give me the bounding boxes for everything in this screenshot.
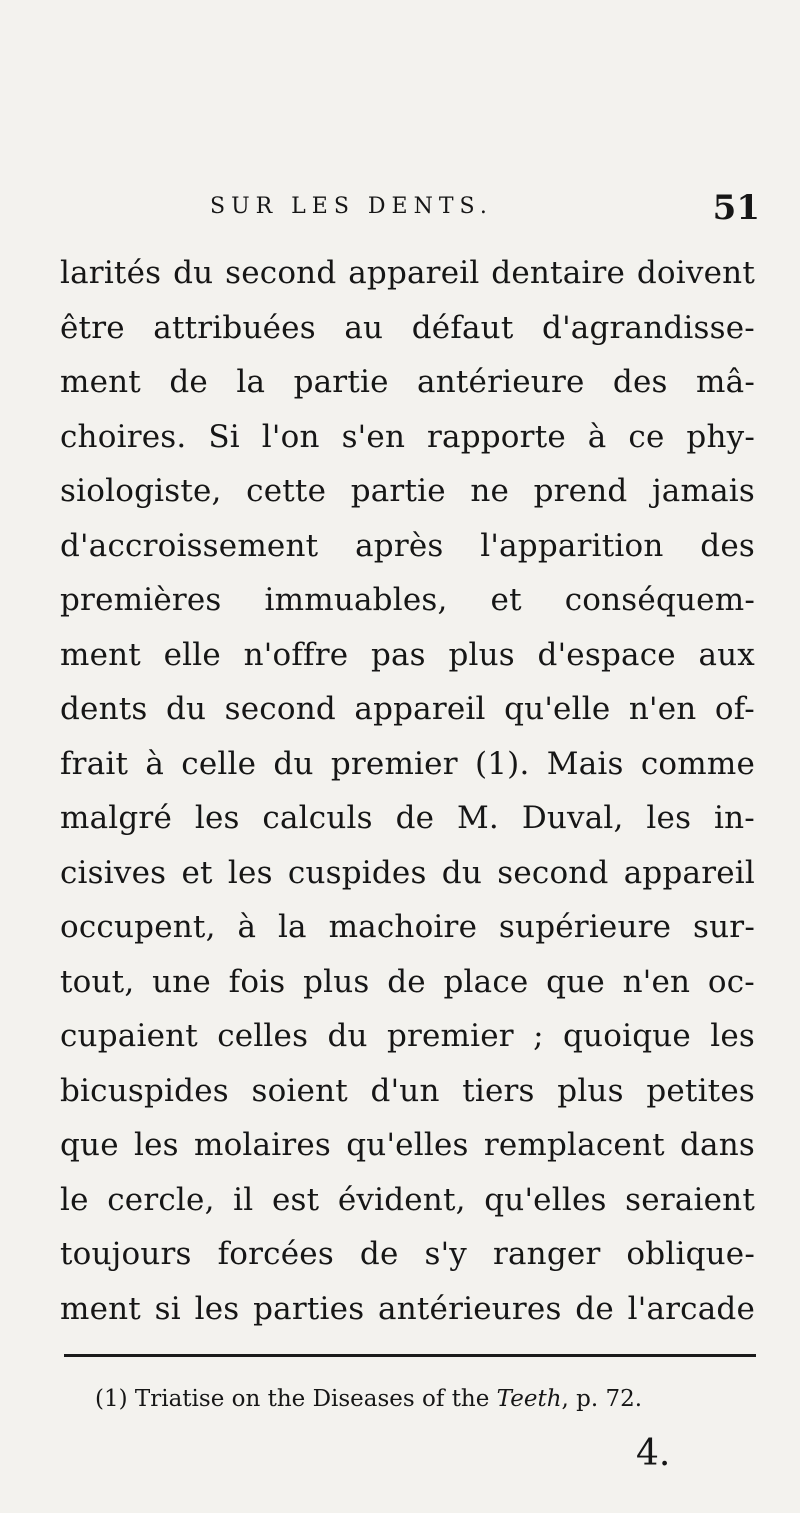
footnote [95, 1386, 642, 1412]
text-line: cupaient celles du premier ; quoique les [60, 1018, 755, 1054]
text-line: tout, une fois plus de place que n'en oc- [60, 963, 755, 1000]
footnote-page-ref: , p. 72. [561, 1386, 643, 1412]
text-line: ment elle n'offre pas plus d'espace aux [60, 636, 755, 673]
text-line: siologiste, cette partie ne prend jamais [60, 473, 755, 509]
running-head [60, 188, 760, 238]
text-line: toujours forcées de s'y ranger oblique- [60, 1236, 755, 1272]
footnote-text: (1) Triatise on the Diseases of the [95, 1386, 497, 1412]
footnote-italic-word: Teeth [496, 1386, 562, 1412]
text-line: dents du second appareil qu'elle n'en of- [60, 691, 755, 727]
text-line: d'accroissement après l'apparition des [60, 527, 755, 564]
footnote-rule [64, 1354, 756, 1357]
text-line: choires. Si l'on s'en rapporte à ce phy- [60, 418, 755, 455]
text-line: cisives et les cuspides du second appareil [60, 854, 755, 891]
text-line: ment si les parties antérieures de l'arcade [60, 1290, 755, 1327]
signature-mark: 4. [636, 1433, 671, 1474]
text-line: le cercle, il est évident, qu'elles seraient [60, 1181, 755, 1218]
page-number: 51 [712, 188, 760, 228]
text-line: être attribuées au défaut d'agrandisse- [60, 309, 755, 346]
running-head-title: SUR LES DENTS. [210, 194, 493, 219]
text-line: occupent, à la machoire supérieure sur- [60, 909, 755, 945]
text-line: premières immuables, et conséquem- [60, 582, 755, 618]
text-line: larités du second appareil dentaire doivent [60, 255, 755, 291]
text-line: frait à celle du premier (1). Mais comme [60, 745, 755, 782]
text-line: bicuspides soient d'un tiers plus petites [60, 1072, 755, 1109]
body-text [60, 246, 755, 1336]
text-line: que les molaires qu'elles remplacent dans [60, 1127, 755, 1163]
text-line: ment de la partie antérieure des mâ- [60, 364, 755, 400]
text-line: malgré les calculs de M. Duval, les in- [60, 800, 755, 836]
